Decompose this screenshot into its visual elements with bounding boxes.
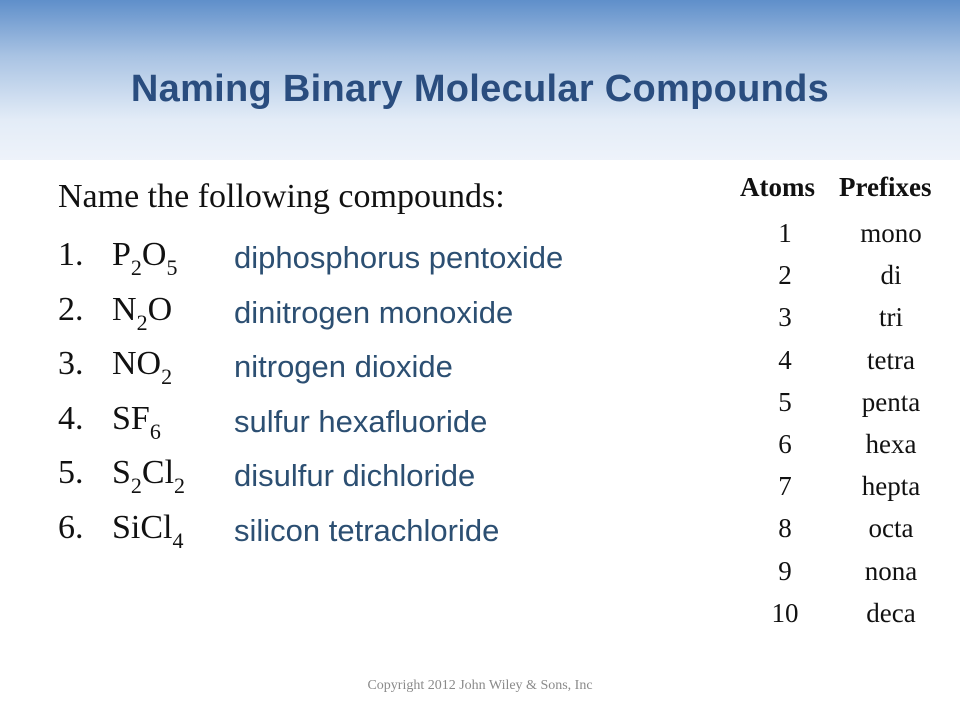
- formula-element: O: [147, 290, 173, 328]
- formula-element: Cl: [141, 454, 175, 491]
- prefix-table-atom-count: 7: [778, 471, 792, 502]
- prefix-table-prefix: nona: [864, 555, 918, 586]
- formula-subscript: 2: [130, 473, 142, 498]
- prefix-table-prefix: hexa: [865, 429, 917, 459]
- compound-row: [58, 400, 658, 454]
- compound-row: [58, 345, 658, 399]
- prefix-table-prefix: hepta: [861, 471, 921, 502]
- prefix-table-atom-count: 10: [771, 597, 799, 628]
- prefix-table-atom-count: 1: [778, 218, 792, 248]
- compound-row: [58, 454, 658, 508]
- formula-subscript: 2: [174, 473, 186, 498]
- formula-element: S: [112, 454, 131, 491]
- formula-element: NO: [112, 345, 162, 382]
- compound-formula: [112, 345, 173, 389]
- prefix-table-prefix: penta: [861, 386, 921, 417]
- prefix-table-atom-count: 8: [778, 513, 792, 544]
- prefix-table-prefix: tetra: [867, 344, 915, 375]
- formula-subscript: 2: [161, 364, 173, 389]
- formula-element: P: [112, 236, 131, 273]
- compound-number: 3.: [58, 345, 84, 382]
- prefix-table-prefix: tri: [879, 302, 903, 333]
- formula-element: N: [112, 290, 137, 328]
- compound-name-answer: diphosphorus pentoxide: [234, 240, 564, 275]
- formula-subscript: 5: [166, 255, 178, 280]
- prefix-table-prefix: octa: [868, 513, 914, 544]
- compound-name-answer: dinitrogen monoxide: [234, 294, 514, 330]
- formula-subscript: 2: [136, 309, 148, 335]
- prefix-table-atom-count: 5: [778, 386, 792, 417]
- prefix-table-header-prefixes: Prefixes: [839, 172, 932, 202]
- compound-formula: [112, 454, 186, 498]
- compound-row: [58, 236, 658, 290]
- prefix-table-atom-count: 4: [778, 344, 792, 375]
- formula-subscript: 2: [130, 255, 142, 280]
- compound-name-answer: sulfur hexafluoride: [234, 403, 488, 439]
- compound-number: 4.: [58, 399, 84, 437]
- prefix-table-atom-count: 3: [778, 302, 792, 333]
- compound-formula: [112, 399, 161, 444]
- question-prompt: Name the following compounds:: [58, 178, 505, 215]
- formula-subscript: 4: [172, 527, 184, 553]
- prefix-table-header-atoms: Atoms: [740, 172, 815, 202]
- formula-subscript: 6: [149, 418, 161, 444]
- prefix-table-atom-count: 9: [778, 555, 792, 586]
- compound-number: 6.: [58, 508, 84, 546]
- compound-formula: [112, 508, 184, 553]
- compound-formula: [112, 290, 173, 335]
- prefix-table-prefix: di: [880, 260, 902, 291]
- compound-name-answer: nitrogen dioxide: [234, 349, 453, 384]
- prefix-table-prefix: deca: [866, 597, 916, 628]
- compound-name-answer: disulfur dichloride: [234, 458, 476, 493]
- formula-element: SiCl: [112, 508, 173, 546]
- compound-number: 1.: [58, 236, 84, 273]
- prefix-table-atom-count: 6: [778, 429, 792, 459]
- copyright-notice: Copyright 2012 John Wiley & Sons, Inc: [367, 678, 593, 693]
- compound-row: [58, 509, 658, 563]
- compound-row: [58, 291, 658, 345]
- compound-number: 2.: [58, 290, 84, 328]
- prefix-table-atom-count: 2: [778, 260, 792, 291]
- compound-formula: [112, 236, 178, 280]
- prefix-table-prefix: mono: [860, 218, 922, 248]
- compound-name-answer: silicon tetrachloride: [234, 512, 500, 548]
- formula-element: SF: [112, 399, 150, 437]
- formula-element: O: [141, 236, 167, 273]
- slide-title: Naming Binary Molecular Compounds: [130, 68, 830, 110]
- compound-number: 5.: [58, 454, 84, 491]
